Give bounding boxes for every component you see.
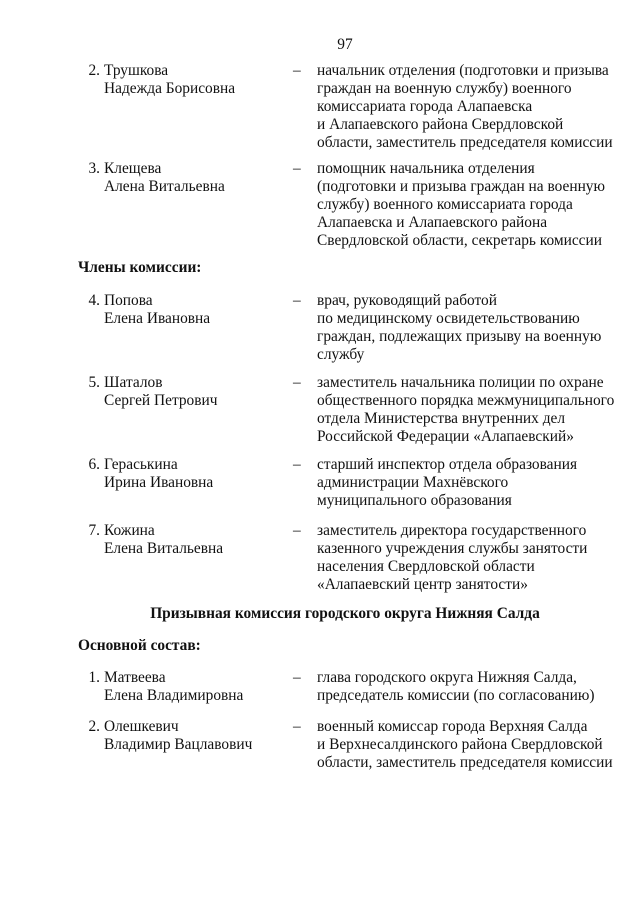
role-line: военный комиссар города Верхняя Салда	[317, 718, 588, 735]
role-line: и Алапаевского района Свердловской	[317, 116, 564, 133]
item-number: 2.	[88, 718, 100, 735]
item-number: 5.	[88, 374, 100, 391]
given-name: Сергей Петрович	[104, 392, 218, 409]
page-number: 97	[337, 36, 353, 53]
role-description	[317, 62, 619, 152]
role-line: граждан, подлежащих призыву на военную	[317, 328, 602, 345]
role-line: службу) военного комиссариата города	[317, 196, 573, 213]
list-item	[78, 160, 618, 250]
section-title: Призывная комиссия городского округа Нижняя Салда	[150, 605, 540, 622]
person-name	[104, 160, 294, 196]
item-number: 3.	[88, 160, 100, 177]
role-line: области, заместитель председателя комиссии	[317, 754, 613, 771]
given-name: Елена Владимировна	[104, 687, 244, 704]
role-description	[317, 374, 619, 446]
item-number: 4.	[88, 292, 100, 309]
person-name	[104, 522, 294, 558]
main-composition-heading: Основной состав:	[78, 637, 201, 654]
role-line: населения Свердловской области	[317, 558, 535, 575]
members-heading: Члены комиссии:	[78, 259, 202, 276]
surname: Матвеева	[104, 669, 166, 686]
person-name	[104, 718, 294, 754]
role-line: по медицинскому освидетельствованию	[317, 310, 580, 327]
role-line: граждан на военную службу) военного	[317, 80, 572, 97]
given-name: Алена Витальевна	[104, 178, 225, 195]
role-line: заместитель директора государственного	[317, 522, 587, 539]
role-line: помощник начальника отделения	[317, 160, 535, 177]
person-name	[104, 669, 294, 705]
role-line: Алапаевска и Алапаевского района	[317, 214, 548, 231]
role-line: «Алапаевский центр занятости»	[317, 576, 528, 593]
dash-separator: –	[293, 669, 301, 686]
item-number: 7.	[88, 522, 100, 539]
person-name	[104, 374, 294, 410]
surname: Шаталов	[104, 374, 163, 391]
list-item	[78, 292, 618, 382]
person-name	[104, 292, 294, 328]
role-description	[317, 160, 619, 250]
surname: Попова	[104, 292, 153, 309]
given-name: Владимир Вацлавович	[104, 736, 253, 753]
surname: Гераськина	[104, 456, 178, 473]
surname: Олешкевич	[104, 718, 179, 735]
role-line: и Верхнесалдинского района Свердловской	[317, 736, 603, 753]
role-line: комиссариата города Алапаевска	[317, 98, 533, 115]
given-name: Елена Витальевна	[104, 540, 224, 557]
role-line: службу	[317, 346, 365, 363]
list-item	[78, 62, 618, 152]
person-name	[104, 456, 294, 492]
item-number: 6.	[88, 456, 100, 473]
given-name: Елена Ивановна	[104, 310, 211, 327]
role-line: Российской Федерации «Алапаевский»	[317, 428, 574, 445]
list-item	[78, 718, 618, 808]
role-line: казенного учреждения службы занятости	[317, 540, 588, 557]
dash-separator: –	[293, 160, 301, 177]
role-line: врач, руководящий работой	[317, 292, 497, 309]
role-line: отдела Министерства внутренних дел	[317, 410, 566, 427]
list-item	[78, 374, 618, 464]
item-number: 1.	[88, 669, 100, 686]
role-line: области, заместитель председателя комиссии	[317, 134, 613, 151]
role-line: начальник отделения (подготовки и призыва	[317, 62, 609, 79]
person-name	[104, 62, 294, 98]
surname: Трушкова	[104, 62, 169, 79]
surname: Клещева	[104, 160, 162, 177]
item-number: 2.	[88, 62, 100, 79]
role-line: глава городского округа Нижняя Салда,	[317, 669, 577, 686]
dash-separator: –	[293, 522, 301, 539]
role-description	[317, 292, 619, 364]
role-line: Свердловской области, секретарь комиссии	[317, 232, 602, 249]
role-description	[317, 718, 619, 772]
role-description	[317, 669, 619, 705]
dash-separator: –	[293, 62, 301, 79]
role-line: заместитель начальника полиции по охране	[317, 374, 604, 391]
role-line: общественного порядка межмуниципального	[317, 392, 615, 409]
dash-separator: –	[293, 456, 301, 473]
dash-separator: –	[293, 374, 301, 391]
dash-separator: –	[293, 292, 301, 309]
given-name: Надежда Борисовна	[104, 80, 236, 97]
given-name: Ирина Ивановна	[104, 474, 214, 491]
role-line: председатель комиссии (по согласованию)	[317, 687, 595, 704]
role-line: администрации Махнёвского	[317, 474, 509, 491]
role-line: муниципального образования	[317, 492, 512, 509]
role-line: (подготовки и призыва граждан на военную	[317, 178, 606, 195]
role-description	[317, 522, 619, 594]
role-description	[317, 456, 619, 510]
dash-separator: –	[293, 718, 301, 735]
surname: Кожина	[104, 522, 155, 539]
list-item	[78, 522, 618, 612]
role-line: старший инспектор отдела образования	[317, 456, 578, 473]
